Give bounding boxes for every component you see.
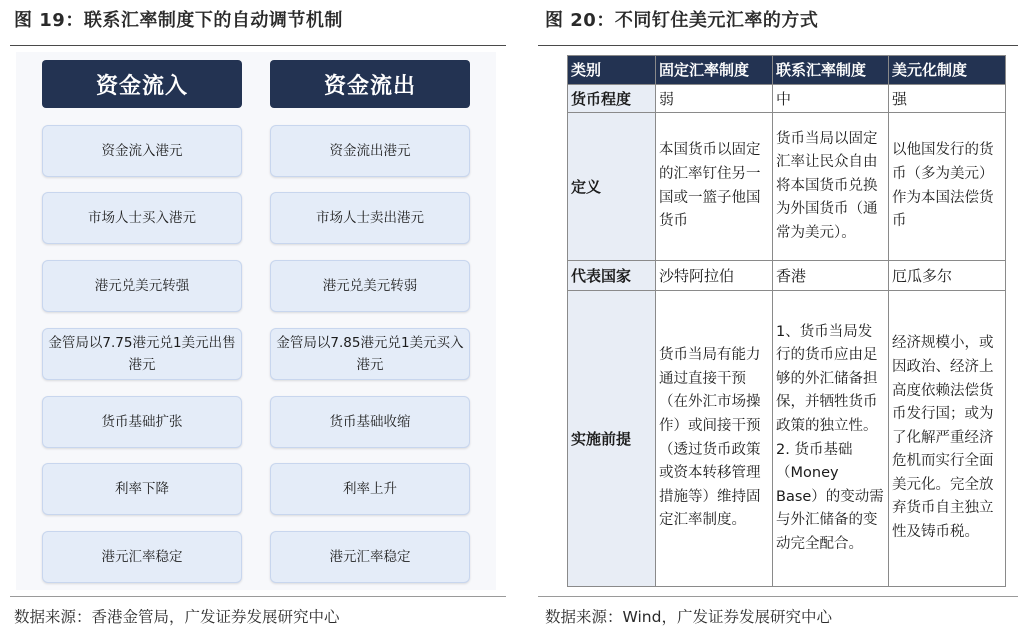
inflow-step: 港元汇率稳定 — [42, 531, 242, 583]
outflow-step: 港元兑美元转弱 — [270, 260, 470, 312]
inflow-column — [42, 60, 242, 565]
inflow-step: 货币基础扩张 — [42, 396, 242, 448]
header-category: 类别 — [568, 56, 656, 85]
left-title-rule — [10, 45, 506, 46]
inflow-step: 市场人士买入港元 — [42, 192, 242, 244]
outflow-step: 货币基础收缩 — [270, 396, 470, 448]
inflow-step: 利率下降 — [42, 463, 242, 515]
table-row — [568, 113, 1006, 261]
table-row — [568, 261, 1006, 291]
comparison-table — [567, 55, 1006, 587]
inflow-step: 资金流入港元 — [42, 125, 242, 177]
table-cell: 中 — [773, 85, 889, 113]
row-label: 货币程度 — [568, 85, 656, 113]
table-cell: 经济规模小，或因政治、经济上高度依赖法偿货币发行国；或为了化解严重经济危机而实行全面美元化。完全放弃货币自主独立性及铸币税。 — [889, 291, 1006, 587]
table-cell: 弱 — [656, 85, 773, 113]
left-source-note: 数据来源：香港金管局，广发证券发展研究中心 — [14, 608, 340, 626]
inflow-header: 资金流入 — [42, 60, 242, 108]
flow-diagram — [16, 52, 496, 590]
header-linked-rate: 联系汇率制度 — [773, 56, 889, 85]
table-cell: 1、货币当局发行的货币应由足够的外汇储备担保，并牺牲货币政策的独立性。 2. 货币基础（Money Base）的变动需与外汇储备的变动完全配合。 — [773, 291, 889, 587]
inflow-step: 港元兑美元转强 — [42, 260, 242, 312]
table-cell: 以他国发行的货币（多为美元）作为本国法偿货币 — [889, 113, 1006, 261]
table-row — [568, 291, 1006, 587]
left-figure-title: 图 19：联系汇率制度下的自动调节机制 — [14, 10, 343, 31]
table-cell: 厄瓜多尔 — [889, 261, 1006, 291]
table-cell: 货币当局有能力通过直接干预（在外汇市场操作）或间接干预（透过货币政策或资本转移管理措施等）维持固定汇率制度。 — [656, 291, 773, 587]
outflow-step: 资金流出港元 — [270, 125, 470, 177]
table-cell: 香港 — [773, 261, 889, 291]
outflow-step: 利率上升 — [270, 463, 470, 515]
table-cell: 货币当局以固定汇率让民众自由将本国货币兑换为外国货币（通常为美元）。 — [773, 113, 889, 261]
row-label: 实施前提 — [568, 291, 656, 587]
header-dollarization: 美元化制度 — [889, 56, 1006, 85]
table-cell: 强 — [889, 85, 1006, 113]
header-fixed-rate: 固定汇率制度 — [656, 56, 773, 85]
right-bottom-rule — [538, 596, 1018, 597]
outflow-step: 市场人士卖出港元 — [270, 192, 470, 244]
outflow-step: 港元汇率稳定 — [270, 531, 470, 583]
right-figure-title: 图 20：不同钉住美元汇率的方式 — [545, 10, 819, 31]
outflow-header: 资金流出 — [270, 60, 470, 108]
table-row — [568, 85, 1006, 113]
table-cell: 本国货币以固定的汇率钉住另一国或一篮子他国货币 — [656, 113, 773, 261]
outflow-column — [270, 60, 470, 565]
row-label: 定义 — [568, 113, 656, 261]
right-title-rule — [538, 45, 1018, 46]
table-header-row — [568, 56, 1006, 85]
row-label: 代表国家 — [568, 261, 656, 291]
outflow-step: 金管局以7.85港元兑1美元买入港元 — [270, 328, 470, 380]
left-bottom-rule — [10, 596, 506, 597]
inflow-step: 金管局以7.75港元兑1美元出售港元 — [42, 328, 242, 380]
right-source-note: 数据来源：Wind，广发证券发展研究中心 — [545, 608, 832, 626]
table-cell: 沙特阿拉伯 — [656, 261, 773, 291]
